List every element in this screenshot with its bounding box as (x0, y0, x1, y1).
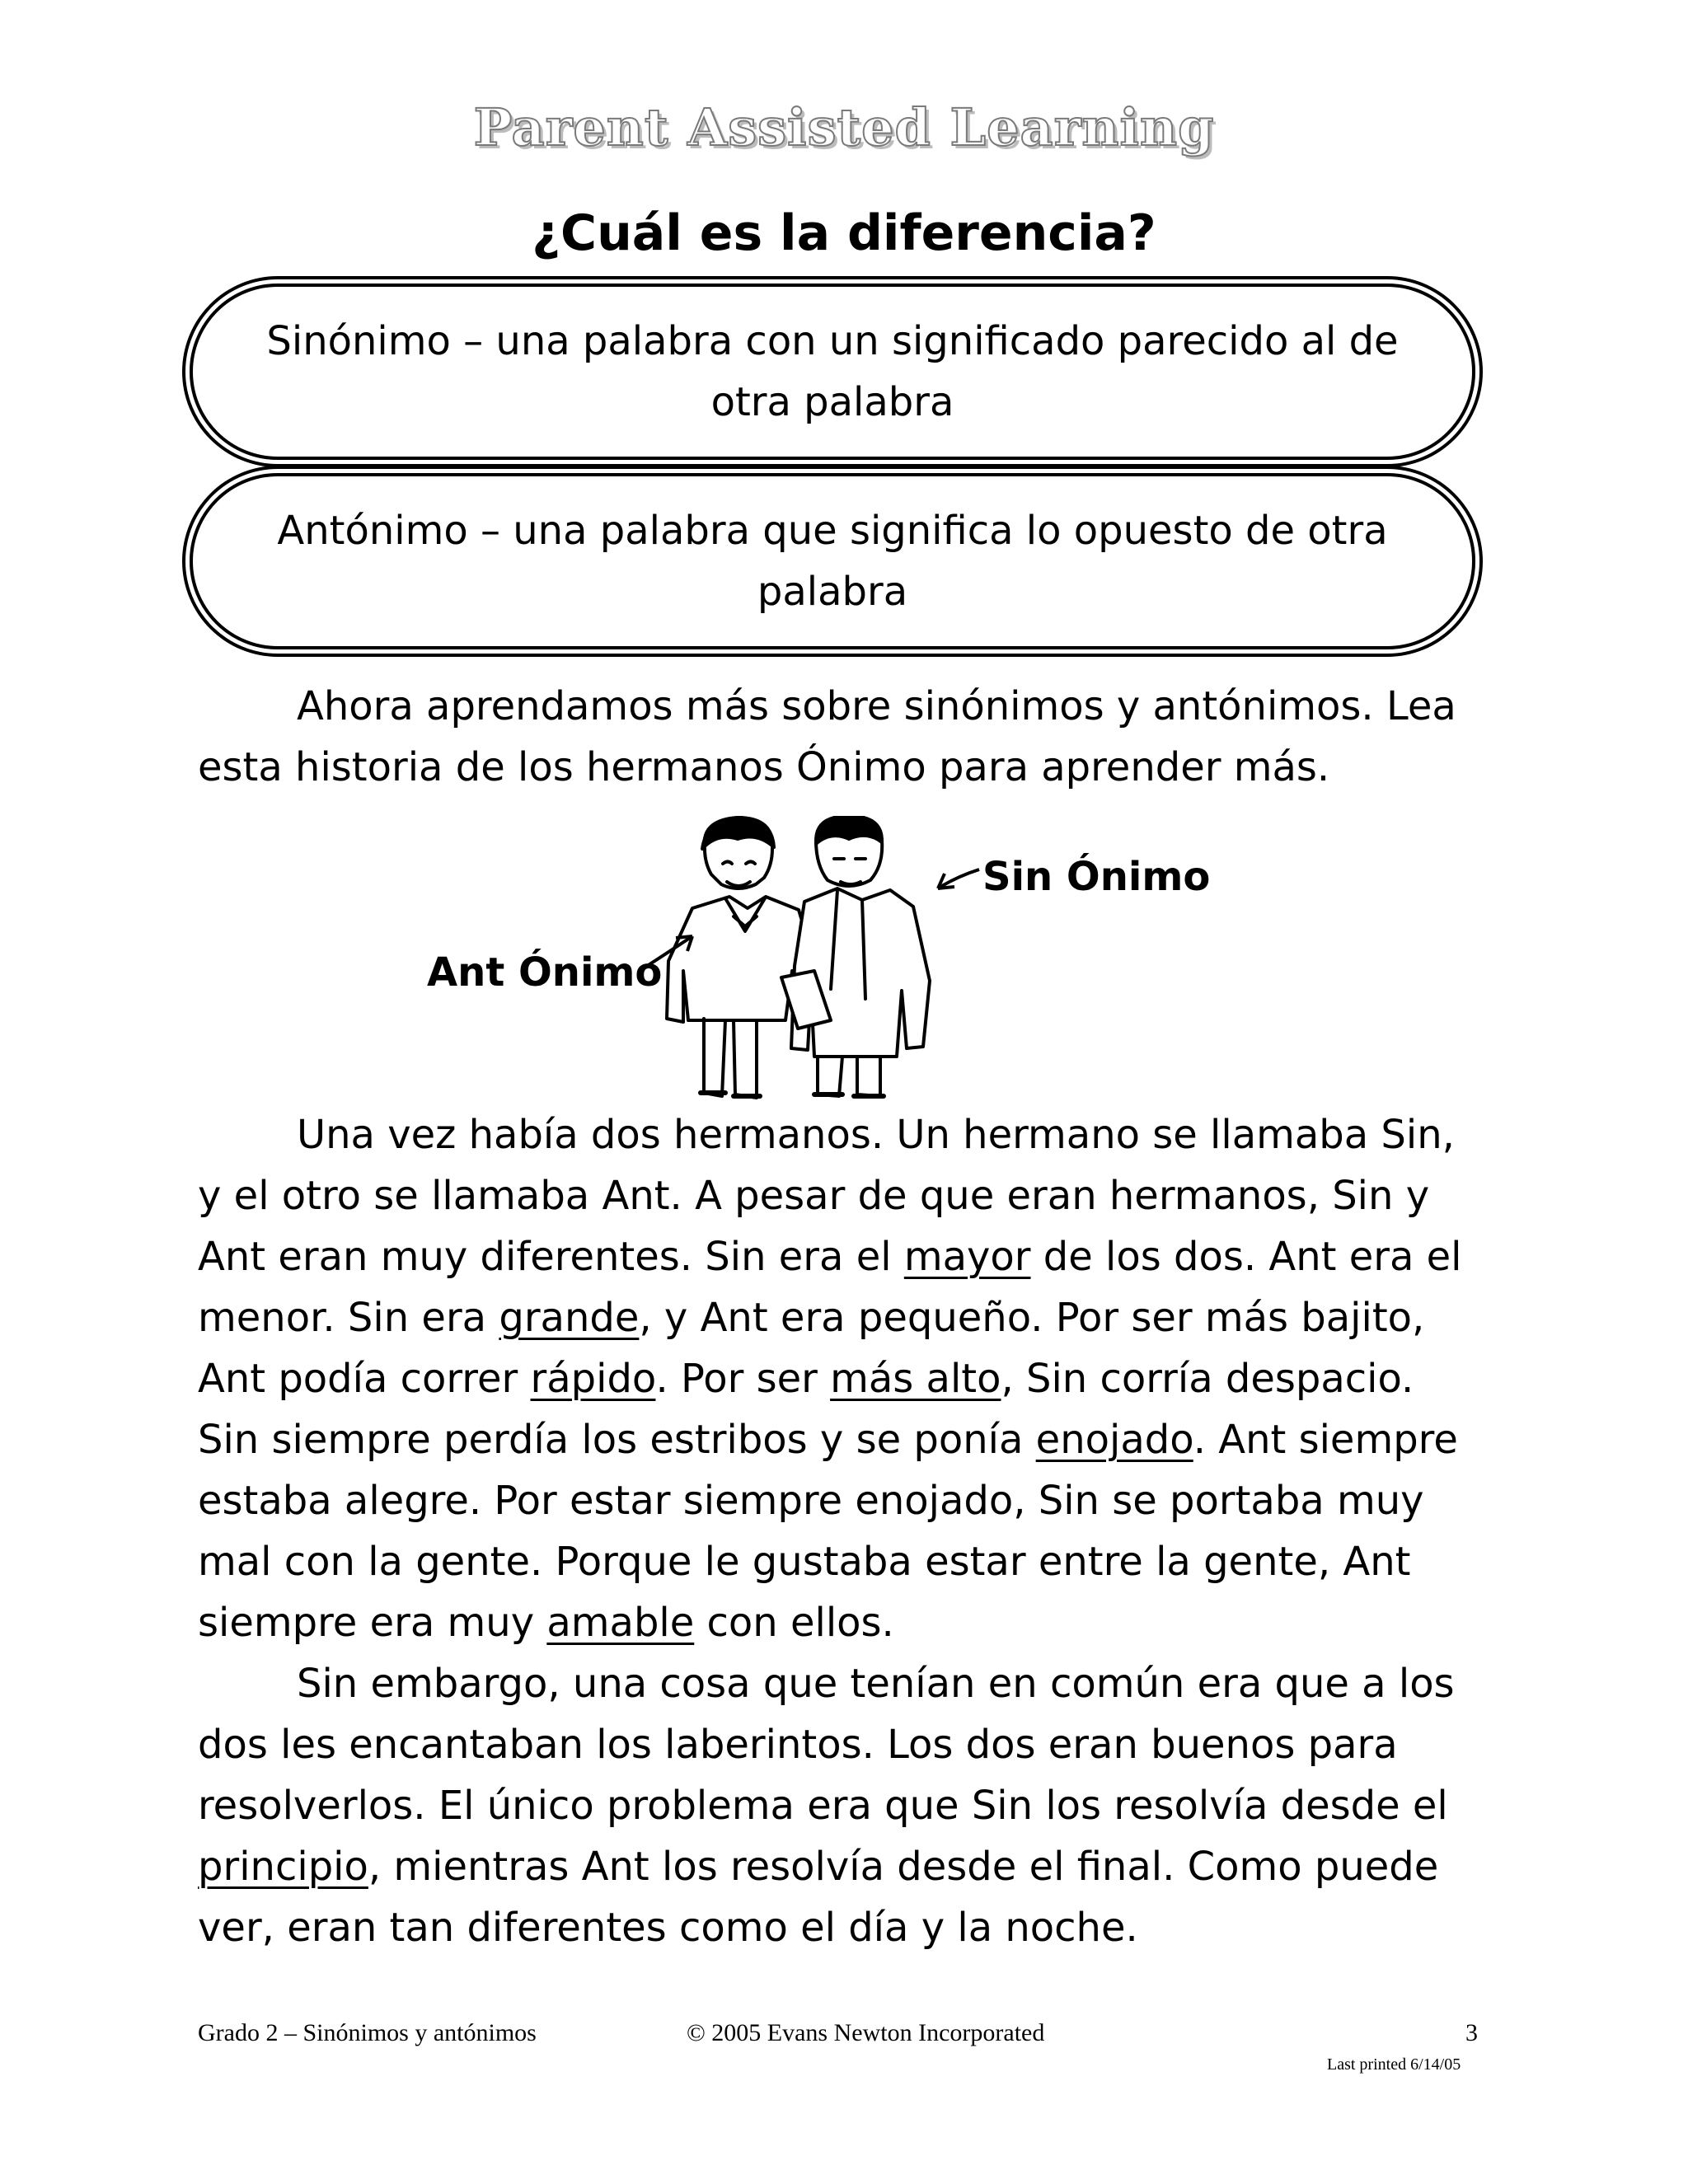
definition-box-antonym (190, 473, 1475, 649)
story-paragraph-2 (198, 1653, 1484, 1958)
story-text-segment: , mientras Ant los resolvía desde el final. Como puede ver, eran tan diferentes como el día y la noche. (198, 1844, 1439, 1951)
story-paragraph-1 (198, 1104, 1484, 1653)
footer-last-printed: Last printed 6/14/05 (1327, 2055, 1461, 2074)
underlined-word: mayor (903, 1234, 1031, 1280)
underlined-word: más alto (830, 1356, 1001, 1402)
story-text (198, 1104, 1484, 1958)
intro-paragraph: Ahora aprendamos más sobre sinónimos y antónimos. Lea esta historia de los hermanos Ónimo para aprender más. (198, 683, 1456, 790)
footer-copyright: © 2005 Evans Newton Incorporated (687, 2019, 1045, 2046)
story-text-segment: Una vez había dos hermanos. Un hermano se llamaba Sin, y el otro se llamaba Ant. A pesar de que eran hermanos, Sin y Ant eran muy diferentes. Sin era el (198, 1112, 1455, 1280)
story-text-segment: . Por ser (655, 1356, 831, 1402)
story-text-segment: Sin embargo, una cosa que tenían en común era que a los dos les encantaban los laberintos. Los dos eran buenos para resolverlos. El único problema era que Sin los resolvía desde el (198, 1661, 1455, 1829)
underlined-word: grande (499, 1295, 640, 1341)
page-title: ¿Cuál es la diferencia? (532, 204, 1156, 262)
underlined-word: principio (198, 1844, 368, 1890)
label-ant-onimo: Ant Ónimo (427, 949, 663, 996)
underlined-word: amable (546, 1600, 695, 1646)
sin-boy-figure (781, 816, 930, 1096)
definition-box-synonym (190, 284, 1475, 460)
footer-page-number: 3 (1465, 2019, 1478, 2046)
underlined-word: enojado (1035, 1417, 1193, 1463)
label-sin-onimo: Sin Ónimo (982, 854, 1211, 900)
definition-text-synonym: Sinónimo – una palabra con un significado parecido al de otra palabra (266, 318, 1399, 425)
footer-course: Grado 2 – Sinónimos y antónimos (198, 2019, 537, 2046)
story-text-segment: , y Ant era pequeño. Por ser más bajito, Ant podía correr (198, 1295, 1425, 1402)
definition-text-antonym: Antónimo – una palabra que significa lo opuesto de otra palabra (277, 508, 1388, 615)
ant-boy-figure (667, 818, 814, 1098)
story-text-segment: . Ant siempre estaba alegre. Por estar siempre enojado, Sin se portaba muy mal con la gente. Porque le gustaba estar entre la gente, Ant siempre era muy (198, 1417, 1458, 1646)
underlined-word: rápido (530, 1356, 656, 1402)
story-text-segment: con ellos. (694, 1600, 894, 1646)
story-text-segment: de los dos. Ant era el menor. Sin era (198, 1234, 1462, 1341)
story-text-segment: , Sin corría despacio. Sin siempre perdía los estribos y se ponía (198, 1356, 1414, 1463)
brand-title: Parent Assisted Learning (473, 97, 1215, 157)
